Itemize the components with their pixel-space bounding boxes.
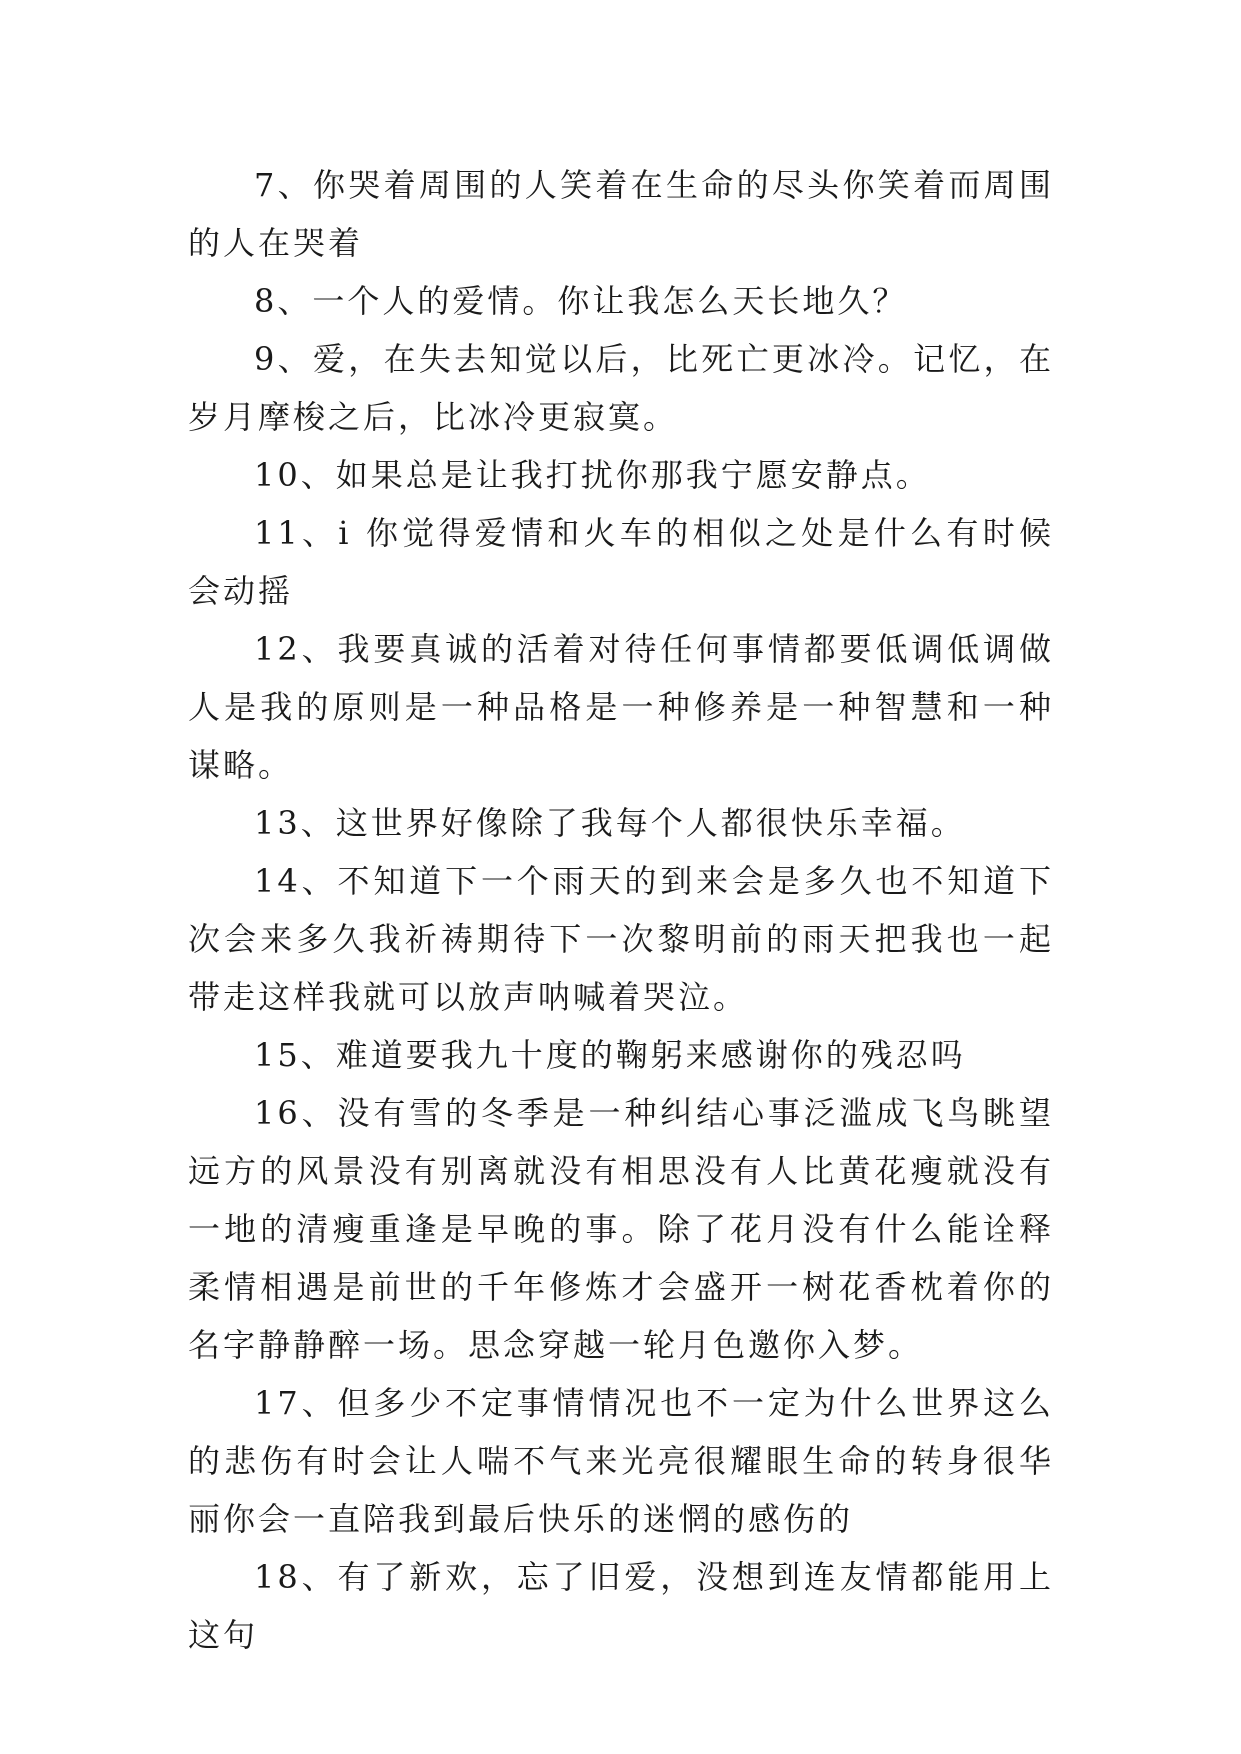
paragraph-17: 17、但多少不定事情情况也不一定为什么世界这么的悲伤有时会让人喘不气来光亮很耀眼生命的转身很华丽你会一直陪我到最后快乐的迷惘的感伤的 bbox=[188, 1384, 1054, 1538]
paragraph-18: 18、有了新欢，忘了旧爱，没想到连友情都能用上这句 bbox=[188, 1558, 1054, 1654]
paragraph-14: 14、不知道下一个雨天的到来会是多久也不知道下次会来多久我祈祷期待下一次黎明前的雨天把我也一起带走这样我就可以放声呐喊着哭泣。 bbox=[188, 862, 1054, 1016]
paragraph-11: 11、i 你觉得爱情和火车的相似之处是什么有时候会动摇 bbox=[188, 514, 1054, 610]
document-body bbox=[188, 156, 1054, 1664]
paragraph-16: 16、没有雪的冬季是一种纠结心事泛滥成飞鸟眺望远方的风景没有别离就没有相思没有人比黄花瘦就没有一地的清瘦重逢是早晚的事。除了花月没有什么能诠释柔情相遇是前世的千年修炼才会盛开一树花香枕着你的名字静静醉一场。思念穿越一轮月色邀你入梦。 bbox=[188, 1094, 1054, 1364]
paragraph-10: 10、如果总是让我打扰你那我宁愿安静点。 bbox=[254, 456, 931, 494]
paragraph-15: 15、难道要我九十度的鞠躬来感谢你的残忍吗 bbox=[254, 1036, 966, 1074]
paragraph-12: 12、我要真诚的活着对待任何事情都要低调低调做人是我的原则是一种品格是一种修养是一种智慧和一种谋略。 bbox=[188, 630, 1054, 784]
paragraph-9: 9、爱，在失去知觉以后，比死亡更冰冷。记忆，在岁月摩梭之后，比冰冷更寂寞。 bbox=[188, 340, 1054, 436]
paragraph-13: 13、这世界好像除了我每个人都很快乐幸福。 bbox=[254, 804, 966, 842]
paragraph-7: 7、你哭着周围的人笑着在生命的尽头你笑着而周围的人在哭着 bbox=[188, 166, 1054, 262]
paragraph-8: 8、一个人的爱情。你让我怎么天长地久？ bbox=[254, 282, 908, 320]
